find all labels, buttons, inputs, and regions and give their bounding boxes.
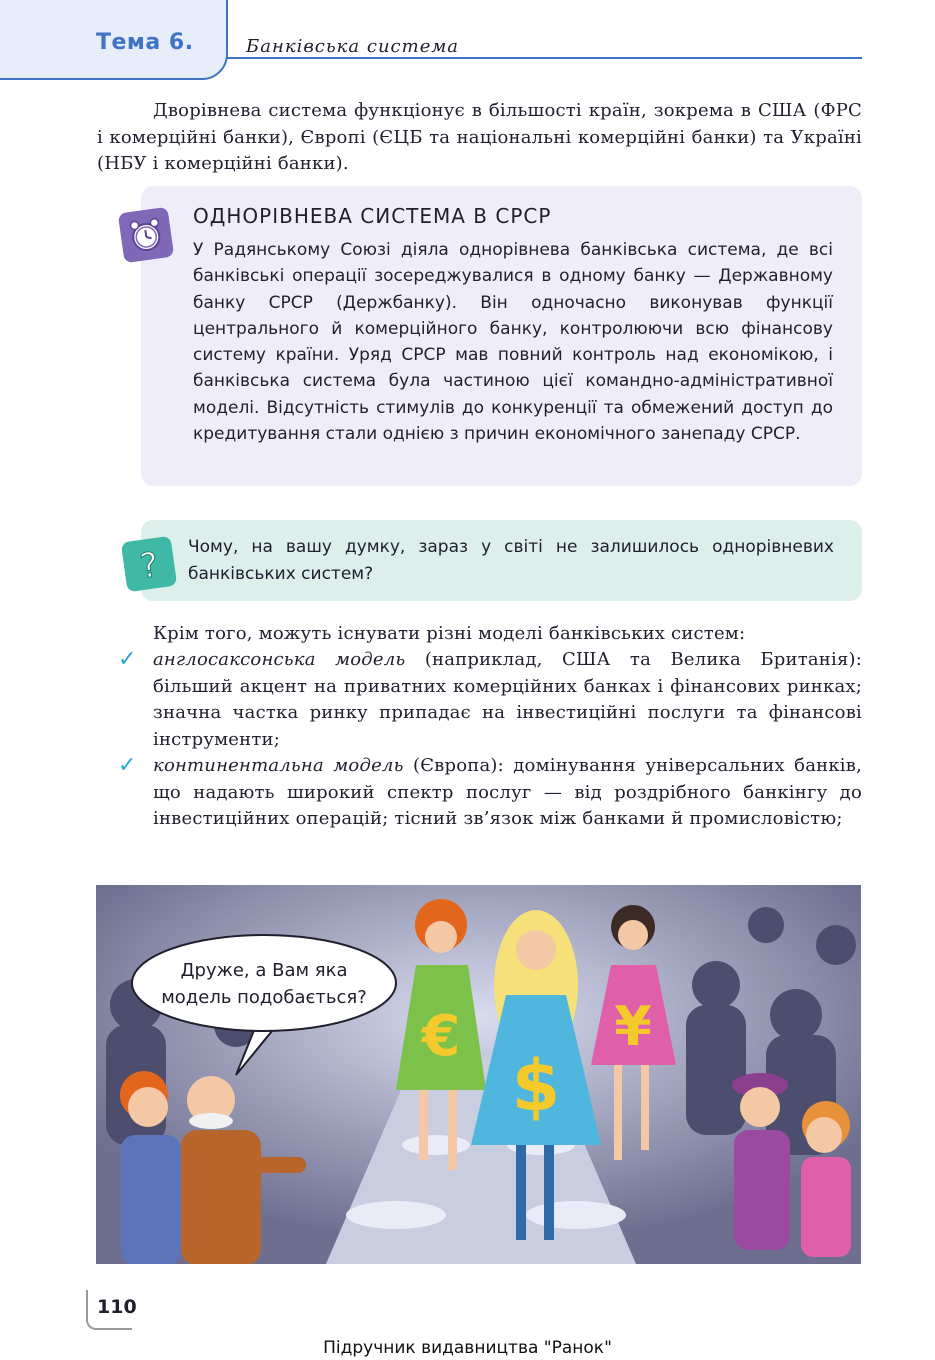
svg-text:?: ? (137, 544, 161, 588)
fashion-show-illustration (96, 885, 861, 1264)
speech-bubble-line-1: Друже, а Вам яка (180, 960, 348, 981)
model-description: (наприклад, США та Велика Британія): більший акцент на приватних комерційних банках і фінансових ринках; значна частка ринку припадає на інвестиційні послуги та фінансові інструменти; (153, 649, 863, 750)
yen-symbol: ¥ (614, 995, 652, 1058)
clock-icon (118, 207, 174, 263)
chapter-title: Банківська система (246, 36, 460, 57)
checkmark-icon: ✓ (118, 647, 137, 672)
checkmark-icon: ✓ (118, 753, 137, 778)
list-item (153, 647, 862, 753)
model-term: континентальна модель (153, 755, 404, 776)
list-item (153, 753, 862, 833)
question-text: Чому, на вашу думку, зараз у світі не залишилось однорівневих банківських систем? (188, 537, 834, 584)
euro-symbol: € (421, 1004, 461, 1069)
question-icon (121, 536, 177, 592)
dollar-symbol: $ (511, 1045, 561, 1127)
intro-paragraph: Дворівнева система функціонує в більшості країн, зокрема в США (ФРС і комерційні банки), Європі (ЄЦБ та національні комерційні банки) та Україні (НБУ і комерційні банки). (97, 100, 862, 174)
page-number: 110 (97, 1296, 137, 1318)
publisher-footer: Підручник видавництва "Ранок" (323, 1338, 612, 1358)
history-box-title: ОДНОРІВНЕВА СИСТЕМА В СРСР (193, 204, 552, 228)
speech-bubble-line-2: модель подобається? (161, 987, 367, 1008)
model-term: англосаксонська модель (153, 649, 406, 670)
header-rule (226, 57, 862, 59)
models-intro: Крім того, можуть існувати різні моделі банківських систем: (153, 623, 746, 644)
topic-label: Тема 6. (96, 30, 194, 55)
history-box-text: У Радянському Союзі діяла однорівнева банківська система, де всі банківські операції зосереджувалися в одному банку — Державному банку СРСР (Держбанку). Він одночасно виконував функції центрального й комерційного банку, контролюючи всю фінансову систему країни. Уряд СРСР мав повний контроль над економікою, і банківська система була частиною цієї командно-адміністративної моделі. Відсутність стимулів до конкуренції та обмежений доступ до кредитування стали однією з причин економічного занепаду СРСР. (193, 240, 833, 445)
model-description: (Європа): домінування універсальних банків, що надають широкий спектр послуг — від роздрібного банкінгу до інвестиційних операцій; тісний зв’язок між банками й промисловістю; (153, 755, 863, 829)
spectator-girl (801, 1101, 851, 1257)
